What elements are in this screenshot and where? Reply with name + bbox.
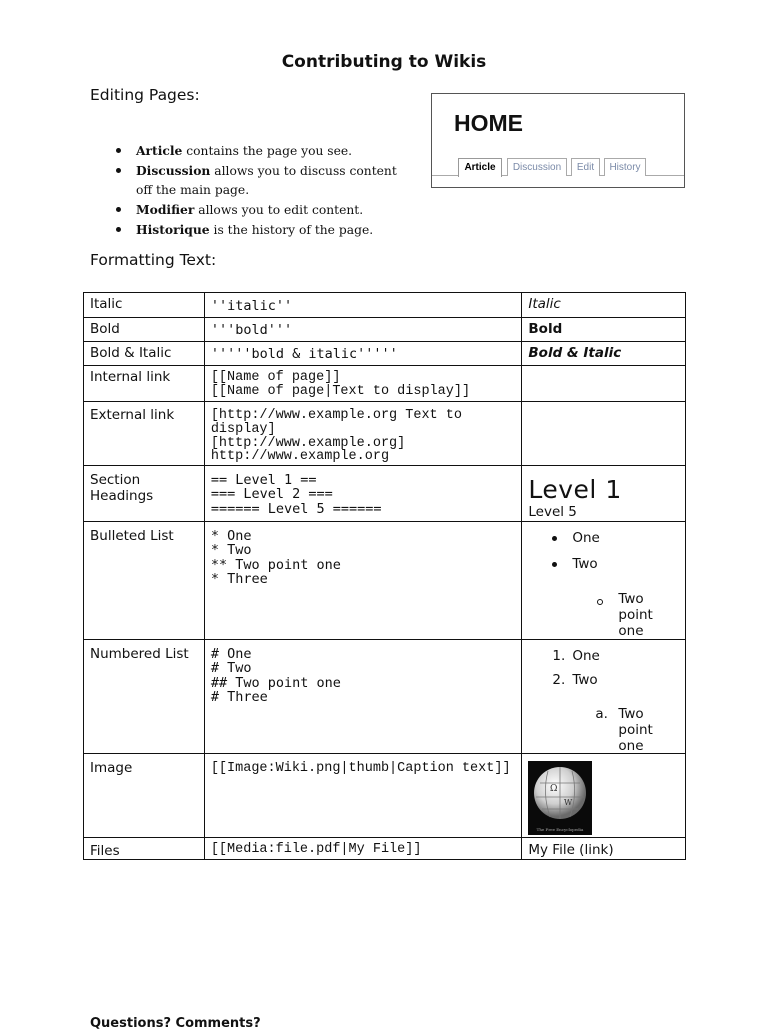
result xyxy=(522,402,686,466)
row-label: Internal link xyxy=(84,366,205,402)
editing-heading: Editing Pages: xyxy=(90,86,200,104)
svg-text:Ω: Ω xyxy=(550,784,558,794)
description: contains the page you see. xyxy=(182,144,353,158)
list-item-text: Two point one xyxy=(618,706,653,754)
tab-discussion[interactable]: Discussion xyxy=(507,158,567,176)
row-label: Image xyxy=(84,754,205,838)
page-title: Contributing to Wikis xyxy=(281,52,487,72)
wiki-code: # One # Two ## Two point one # Three xyxy=(204,640,522,754)
table-row xyxy=(84,293,686,318)
row-label: Bold xyxy=(84,318,205,342)
result xyxy=(522,522,686,640)
table-row xyxy=(84,838,686,860)
result: Italic xyxy=(522,293,686,318)
wiki-code: '''bold''' xyxy=(204,318,522,342)
svg-text:W: W xyxy=(564,798,573,807)
formatting-heading: Formatting Text: xyxy=(90,251,217,269)
wiki-code: * One * Two ** Two point one * Three xyxy=(204,522,522,640)
table-row xyxy=(84,754,686,838)
result xyxy=(522,640,686,754)
table-row xyxy=(84,466,686,522)
term: Modifier xyxy=(136,202,195,217)
tab-history[interactable]: History xyxy=(604,158,646,176)
list-item xyxy=(136,161,406,200)
editing-list xyxy=(136,141,406,240)
list-item-text: One xyxy=(572,648,600,664)
footer-text: Questions? Comments? xyxy=(90,1016,261,1031)
list-item-text: One xyxy=(572,530,600,546)
wiki-code: [[Name of page]] [[Name of page|Text to display]] xyxy=(204,366,522,402)
table-row xyxy=(84,366,686,402)
list-number: a. xyxy=(595,706,608,722)
list-item xyxy=(136,141,406,161)
description: is the history of the page. xyxy=(209,223,374,237)
list-item-text: Two xyxy=(572,672,598,688)
bullet-icon xyxy=(552,536,557,541)
term: Discussion xyxy=(136,163,211,178)
result: Bold xyxy=(522,318,686,342)
result: Bold & Italic xyxy=(522,342,686,366)
wiki-code: [[Image:Wiki.png|thumb|Caption text]] xyxy=(204,754,522,838)
result xyxy=(522,366,686,402)
table-row xyxy=(84,342,686,366)
heading-level-1: Level 1 xyxy=(528,475,622,504)
list-item-text: Two xyxy=(572,556,598,572)
list-item xyxy=(136,220,406,240)
sub-bullet-icon xyxy=(597,599,603,605)
tab-edit[interactable]: Edit xyxy=(571,158,600,176)
result xyxy=(522,466,686,522)
wiki-code: ''italic'' xyxy=(204,293,522,318)
row-label: Italic xyxy=(84,293,205,318)
wiki-code: [http://www.example.org Text to display] [http://www.example.org] http://www.example.org xyxy=(204,402,522,466)
row-label: Files xyxy=(84,838,205,860)
table-row xyxy=(84,522,686,640)
image-caption: The Free Encyclopedia xyxy=(537,827,584,832)
description: allows you to edit content. xyxy=(194,203,364,217)
result xyxy=(522,754,686,838)
list-item xyxy=(136,200,406,220)
file-link[interactable]: My File (link) xyxy=(522,838,686,860)
description: allows you to discuss content off the main page. xyxy=(136,164,397,197)
list-number: 2. xyxy=(552,672,566,688)
wiki-code: [[Media:file.pdf|My File]] xyxy=(204,838,522,860)
term: Article xyxy=(136,143,183,158)
wikipedia-globe-image xyxy=(528,761,592,835)
wiki-code: '''''bold & italic''''' xyxy=(204,342,522,366)
wiki-code: == Level 1 == === Level 2 === ====== Level 5 ====== xyxy=(204,466,522,522)
bullet-icon xyxy=(552,562,557,567)
term: Historique xyxy=(136,222,210,237)
tab-article[interactable]: Article xyxy=(458,158,502,177)
row-label: Numbered List xyxy=(84,640,205,754)
table-row xyxy=(84,318,686,342)
row-label: Bold & Italic xyxy=(84,342,205,366)
formatting-table xyxy=(83,292,686,860)
table-row xyxy=(84,402,686,466)
list-number: 1. xyxy=(552,648,566,664)
row-label: Section Headings xyxy=(84,466,205,522)
heading-level-5: Level 5 xyxy=(528,504,577,520)
row-label: Bulleted List xyxy=(84,522,205,640)
row-label: External link xyxy=(84,402,205,466)
home-screenshot xyxy=(431,93,685,188)
list-item-text: Two point one xyxy=(618,591,653,639)
table-row xyxy=(84,640,686,754)
home-title: HOME xyxy=(454,110,523,136)
